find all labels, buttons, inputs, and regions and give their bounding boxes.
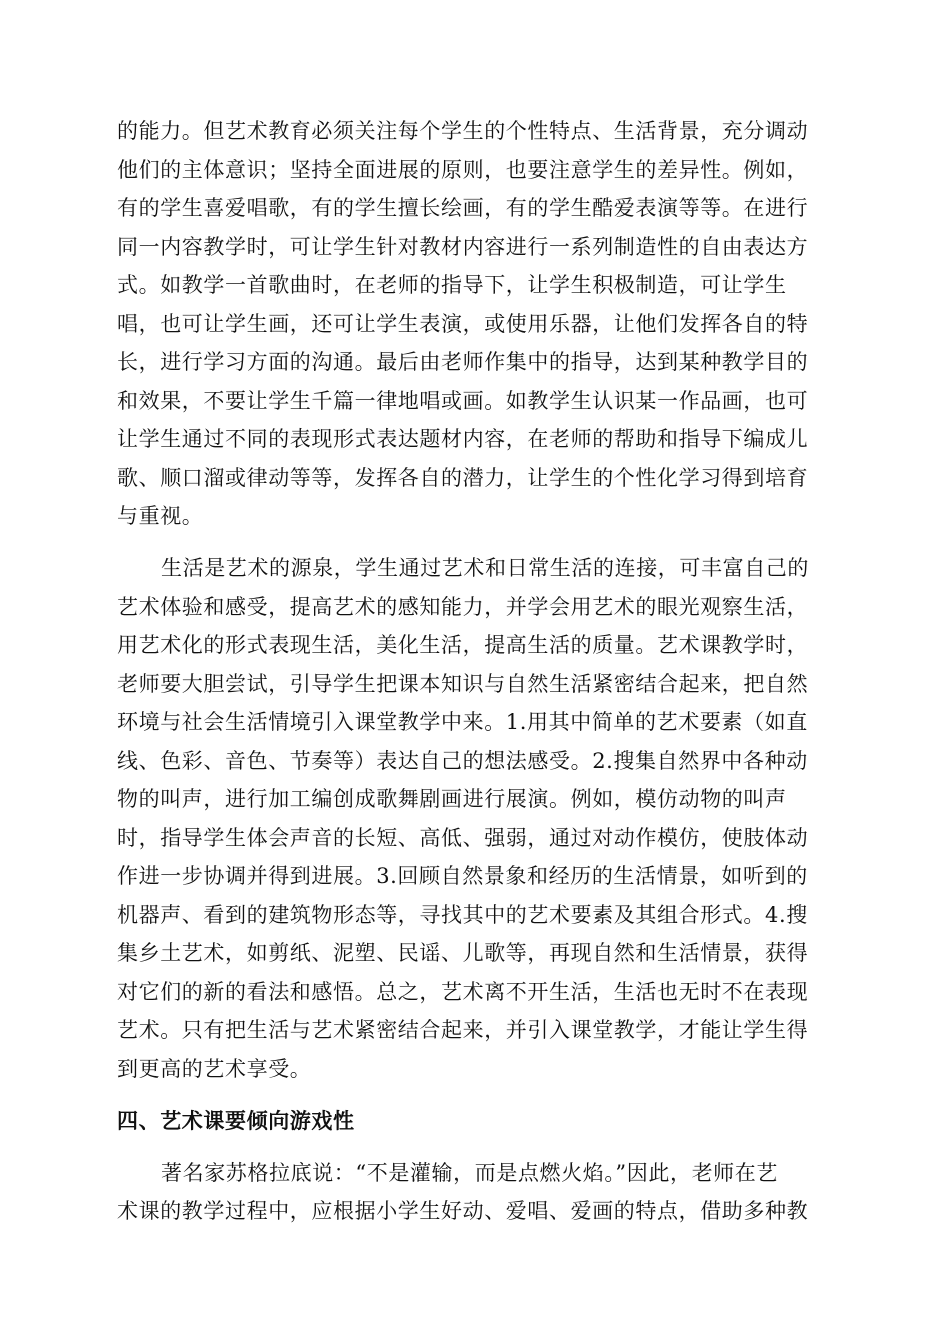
paragraph-1-line-6: 唱，也可让学生画，还可让学生表演，或使用乐器，让他们发挥各自的特 (117, 312, 809, 336)
paragraph-1-line-2: 他们的主体意识；坚持全面进展的原则，也要注意学生的差异性。例如， (117, 158, 809, 182)
paragraph-2-line-11: 集乡土艺术，如剪纸、泥塑、民谣、儿歌等，再现自然和生活情景，获得 (117, 941, 809, 965)
paragraph-2-line-7: 物的叫声，进行加工编创成歌舞剧画进行展演。例如，模仿动物的叫声 (117, 787, 787, 811)
section-paragraph-line-1: 著名家苏格拉底说：“不是灌输，而是点燃火焰。”因此，老师在艺 (161, 1161, 778, 1185)
section-heading: 四、艺术课要倾向游戏性 (117, 1109, 355, 1133)
paragraph-2-line-8: 时，指导学生体会声音的长短、高低、强弱，通过对动作模仿，使肢体动 (117, 826, 809, 850)
paragraph-2-line-5: 环境与社会生活情境引入课堂教学中来。1.用其中简单的艺术要素（如直 (117, 710, 808, 734)
paragraph-2-line-10: 机器声、看到的建筑物形态等，寻找其中的艺术要素及其组合形式。4.搜 (117, 903, 808, 927)
paragraph-1-line-4: 同一内容教学时，可让学生针对教材内容进行一系列制造性的自由表达方 (117, 235, 809, 259)
paragraph-2-line-3: 用艺术化的形式表现生活，美化生活，提高生活的质量。艺术课教学时， (117, 633, 809, 657)
paragraph-2-line-6: 线、色彩、音色、节奏等）表达自己的想法感受。2.搜集自然界中各种动 (117, 749, 808, 773)
paragraph-2-line-9: 作进一步协调并得到进展。3.回顾自然景象和经历的生活情景，如听到的 (117, 864, 808, 888)
paragraph-1-line-11: 与重视。 (117, 504, 204, 528)
paragraph-2-line-14: 到更高的艺术享受。 (117, 1057, 312, 1081)
paragraph-1-line-7: 长，进行学习方面的沟通。最后由老师作集中的指导，达到某种教学目的 (117, 350, 809, 374)
section-paragraph-line-2: 术课的教学过程中，应根据小学生好动、爱唱、爱画的特点，借助多种教 (117, 1199, 809, 1223)
paragraph-1-line-5: 式。如教学一首歌曲时，在老师的指导下，让学生积极制造，可让学生 (117, 273, 787, 297)
paragraph-1-line-10: 歌、顺口溜或律动等等，发挥各自的潜力，让学生的个性化学习得到培育 (117, 466, 809, 490)
paragraph-2-line-4: 老师要大胆尝试，引导学生把课本知识与自然生活紧密结合起来，把自然 (117, 672, 809, 696)
paragraph-2-line-12: 对它们的新的看法和感悟。总之，艺术离不开生活，生活也无时不在表现 (117, 980, 809, 1004)
paragraph-1-line-8: 和效果，不要让学生千篇一律地唱或画。如教学生认识某一作品画，也可 (117, 389, 809, 413)
paragraph-1-line-1: 的能力。但艺术教育必须关注每个学生的个性特点、生活背景，充分调动 (117, 119, 809, 143)
paragraph-2-line-13: 艺术。只有把生活与艺术紧密结合起来，并引入课堂教学，才能让学生得 (117, 1018, 809, 1042)
paragraph-2-line-2: 艺术体验和感受，提高艺术的感知能力，并学会用艺术的眼光观察生活， (117, 595, 809, 619)
paragraph-2-line-1: 生活是艺术的源泉，学生通过艺术和日常生活的连接，可丰富自己的 (161, 556, 809, 580)
paragraph-1-line-9: 让学生通过不同的表现形式表达题材内容，在老师的帮助和指导下编成儿 (117, 427, 809, 451)
paragraph-1-line-3: 有的学生喜爱唱歌，有的学生擅长绘画，有的学生酷爱表演等等。在进行 (117, 196, 809, 220)
